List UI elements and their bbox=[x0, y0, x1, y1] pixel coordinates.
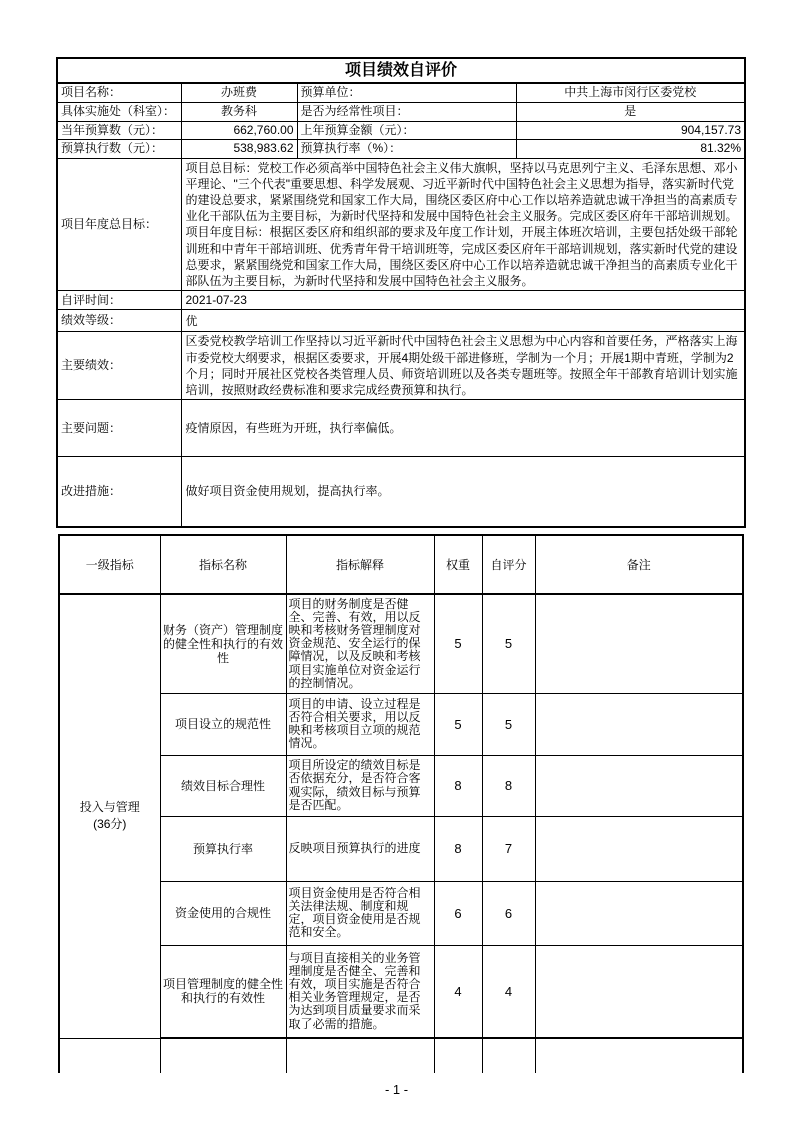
label-prev-budget: 上年预算金额（元）： bbox=[297, 121, 516, 139]
indicator-remark bbox=[535, 594, 743, 693]
table-row bbox=[57, 102, 745, 121]
table-row bbox=[57, 121, 745, 139]
value-current-budget: 662,760.00 bbox=[181, 121, 297, 139]
indicator-explanation: 项目的财务制度是否健全、完善、有效，用以反映和考核财务管理制度对资金规范、安全运行的保障情况，以及反映和考核项目实施单位对资金运行的控制情况。 bbox=[286, 594, 434, 693]
indicator-explanation: 与项目直接相关的业务管理制度是否健全、完善和有效，项目实施是否符合相关业务管理规定，是否为达到项目质量要求而采取了必需的措施。 bbox=[286, 945, 434, 1038]
label-improvement-measures: 改进措施： bbox=[57, 457, 181, 527]
col-header-indicator-explanation: 指标解释 bbox=[286, 535, 434, 594]
table-row bbox=[57, 158, 745, 291]
empty-cell bbox=[482, 1038, 535, 1073]
indicator-weight: 4 bbox=[434, 945, 482, 1038]
label-current-budget: 当年预算数（元）： bbox=[57, 121, 181, 139]
indicator-remark bbox=[535, 693, 743, 755]
indicator-weight: 5 bbox=[434, 594, 482, 693]
indicator-explanation: 项目所设定的绩效目标是否依据充分，是否符合客观实际，绩效目标与预算是否匹配。 bbox=[286, 755, 434, 816]
empty-cell bbox=[434, 1038, 482, 1073]
table-row bbox=[57, 332, 745, 400]
indicator-self-score: 4 bbox=[482, 945, 535, 1038]
indicator-weight: 5 bbox=[434, 693, 482, 755]
table-row bbox=[57, 291, 745, 310]
value-main-performance: 区委党校教学培训工作坚持以习近平新时代中国特色社会主义思想为中心内容和首要任务，严格落实上海市委党校大纲要求，根据区委要求，开展4期处级干部进修班，学制为一个月；开展1期中青班，学制为2个月；同时开展社区党校各类管理人员、师资培训班以及各类专题班等。按照全年干部教育培训计划实施培训，按照财政经费标准和要求完成经费预算和执行。 bbox=[181, 332, 745, 400]
page-number: - 1 - bbox=[384, 1082, 409, 1097]
value-performance-grade: 优 bbox=[181, 310, 745, 332]
label-main-problems: 主要问题： bbox=[57, 400, 181, 457]
label-execution-rate: 预算执行率（%）： bbox=[297, 139, 516, 158]
value-prev-budget: 904,157.73 bbox=[516, 121, 745, 139]
value-project-name: 办班费 bbox=[181, 83, 297, 102]
col-header-self-score: 自评分 bbox=[482, 535, 535, 594]
label-budget-executed: 预算执行数（元）： bbox=[57, 139, 181, 158]
table-row bbox=[57, 310, 745, 332]
value-implementing-dept: 教务科 bbox=[181, 102, 297, 121]
project-self-eval-form-table bbox=[56, 57, 746, 528]
value-budget-executed: 538,983.62 bbox=[181, 139, 297, 158]
indicator-explanation: 项目的申请、设立过程是否符合相关要求，用以反映和考核项目立项的规范情况。 bbox=[286, 693, 434, 755]
value-self-eval-date: 2021-07-23 bbox=[181, 291, 745, 310]
table-row-partial bbox=[59, 1038, 743, 1073]
value-budget-unit: 中共上海市闵行区委党校 bbox=[516, 83, 745, 102]
value-execution-rate: 81.32% bbox=[516, 139, 745, 158]
col-header-level1-indicator: 一级指标 bbox=[59, 535, 160, 594]
empty-cell bbox=[160, 1038, 286, 1073]
value-is-recurring: 是 bbox=[516, 102, 745, 121]
table-row bbox=[57, 457, 745, 527]
table-row bbox=[59, 693, 743, 755]
indicator-weight: 6 bbox=[434, 881, 482, 945]
label-project-name: 项目名称： bbox=[57, 83, 181, 102]
empty-cell bbox=[59, 1038, 160, 1073]
label-self-eval-date: 自评时间： bbox=[57, 291, 181, 310]
table-row bbox=[59, 945, 743, 1038]
group-score: (36分) bbox=[93, 817, 127, 832]
table-row bbox=[57, 400, 745, 457]
col-header-weight: 权重 bbox=[434, 535, 482, 594]
label-implementing-dept: 具体实施处（科室）： bbox=[57, 102, 181, 121]
table-row bbox=[57, 58, 745, 83]
indicator-self-score: 5 bbox=[482, 594, 535, 693]
value-main-problems: 疫情原因，有些班为开班，执行率偏低。 bbox=[181, 400, 745, 457]
indicator-name: 绩效目标合理性 bbox=[160, 755, 286, 816]
indicator-self-score: 5 bbox=[482, 693, 535, 755]
indicator-remark bbox=[535, 881, 743, 945]
col-header-indicator-name: 指标名称 bbox=[160, 535, 286, 594]
label-annual-goal: 项目年度总目标： bbox=[57, 158, 181, 291]
table-row bbox=[59, 816, 743, 881]
indicator-name: 项目管理制度的健全性和执行的有效性 bbox=[160, 945, 286, 1038]
indicator-explanation: 项目资金使用是否符合相关法律法规、制度和规定，项目资金使用是否规范和安全。 bbox=[286, 881, 434, 945]
table-row bbox=[57, 139, 745, 158]
indicator-name: 财务（资产）管理制度的健全性和执行的有效性 bbox=[160, 594, 286, 693]
indicator-weight: 8 bbox=[434, 755, 482, 816]
indicator-remark bbox=[535, 816, 743, 881]
label-main-performance: 主要绩效： bbox=[57, 332, 181, 400]
indicator-self-score: 7 bbox=[482, 816, 535, 881]
table-row bbox=[57, 83, 745, 102]
empty-cell bbox=[286, 1038, 434, 1073]
indicator-name: 预算执行率 bbox=[160, 816, 286, 881]
table-header-row bbox=[59, 535, 743, 594]
empty-cell bbox=[535, 1038, 743, 1073]
group-name: 投入与管理 bbox=[79, 800, 140, 815]
indicator-explanation: 反映项目预算执行的进度 bbox=[286, 816, 434, 881]
indicator-name: 项目设立的规范性 bbox=[160, 693, 286, 755]
value-improvement-measures: 做好项目资金使用规划，提高执行率。 bbox=[181, 457, 745, 527]
indicator-name: 资金使用的合规性 bbox=[160, 881, 286, 945]
label-is-recurring: 是否为经常性项目： bbox=[297, 102, 516, 121]
table-row bbox=[59, 755, 743, 816]
indicator-remark bbox=[535, 945, 743, 1038]
indicator-score-table bbox=[58, 534, 744, 1073]
table-row bbox=[59, 881, 743, 945]
col-header-remarks: 备注 bbox=[535, 535, 743, 594]
indicator-self-score: 6 bbox=[482, 881, 535, 945]
form-title: 项目绩效自评价 bbox=[57, 58, 745, 83]
label-budget-unit: 预算单位： bbox=[297, 83, 516, 102]
label-performance-grade: 绩效等级： bbox=[57, 310, 181, 332]
indicator-remark bbox=[535, 755, 743, 816]
value-annual-goal: 项目总目标：党校工作必须高举中国特色社会主义伟大旗帜，坚持以马克思列宁主义、毛泽东思想、邓小平理论、"三个代表"重要思想、科学发展观、习近平新时代中国特色社会主义思想为指导，落实新时代党的建设总要求，紧紧围绕党和国家工作大局，围绕区委区府中心工作以培养造就忠诚干净担当的高素质专业化干部队伍为主要目标，为新时代坚持和发展中国特色社会主义服务。完成区委区府年干部培训规划。 项目年度目标：根据区委区府和组织部的要求及年度工作计划，开展主体班次培训，主要包括处级干部轮训班和中青年干部培训班、优秀青年骨干培训班等，完成区委区府年干部培训规划，落实新时代党的建设总要求，紧紧围绕党和国家工作大局，围绕区委区府中心工作以培养造就忠诚干净担当的高素质专业化干部队伍为主要目标，为新时代坚持和发展中国特色社会主义服务。 bbox=[181, 158, 745, 291]
indicator-weight: 8 bbox=[434, 816, 482, 881]
table-row bbox=[59, 594, 743, 693]
indicator-self-score: 8 bbox=[482, 755, 535, 816]
group-cell-input-and-management bbox=[59, 594, 160, 1038]
